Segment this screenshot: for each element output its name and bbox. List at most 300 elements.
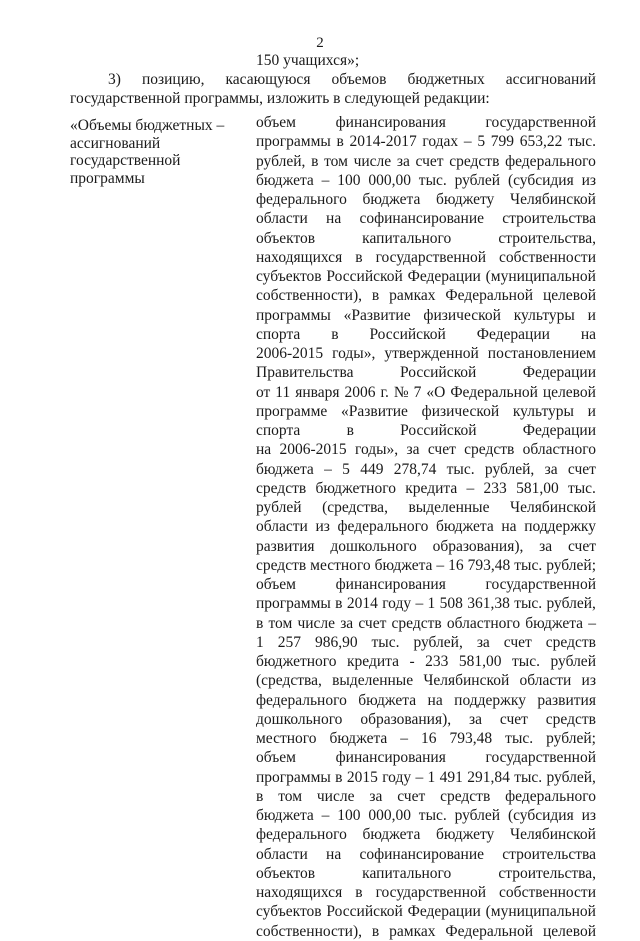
value-word: выделенные [332, 672, 414, 690]
value-word: бюджета [256, 460, 314, 478]
value-word: 7 [413, 383, 422, 401]
value-word: на [256, 441, 272, 459]
value-line [256, 556, 596, 575]
table-label-column [70, 117, 250, 187]
value-word: 278,74 [393, 460, 437, 478]
value-word: из [581, 807, 596, 824]
value-line [256, 633, 596, 652]
value-word: финансирования [335, 576, 446, 593]
value-word: «Развитие [343, 306, 411, 324]
value-word: 793,48 [467, 556, 511, 574]
value-word: Федеральной [445, 287, 534, 305]
value-word: Федерации [476, 325, 550, 343]
value-line [256, 748, 596, 767]
value-word: бюджета [329, 730, 388, 747]
value-word: рублей [256, 499, 302, 516]
value-word: культуры [512, 402, 574, 420]
value-word: находящихся [256, 248, 343, 266]
value-line [256, 383, 596, 402]
value-word: счет [415, 152, 444, 170]
value-word: объектов [256, 864, 316, 882]
value-word: (средства, [322, 499, 388, 516]
value-word: в [371, 922, 380, 940]
value-line [256, 421, 596, 440]
value-word: (средства, [256, 672, 322, 690]
value-word: выделенные [408, 499, 490, 516]
value-word: тыс. [567, 479, 596, 497]
value-word: (муниципальной [485, 903, 596, 921]
value-line [256, 171, 596, 190]
value-word: счет [427, 441, 456, 459]
label-line: ассигнований [70, 134, 161, 152]
value-word: «О [426, 383, 446, 401]
value-word: программе [256, 402, 328, 420]
value-word: Российской [400, 422, 477, 439]
value-word: 361,38 [467, 595, 510, 613]
value-line [256, 113, 596, 132]
value-word: субъектов [256, 268, 322, 285]
value-word: Челябинской [423, 672, 510, 690]
value-word: счет [358, 614, 387, 632]
value-word: рублей, [256, 152, 306, 170]
value-word: 11 [275, 383, 291, 401]
intro-word: объемов [331, 71, 387, 88]
value-word: капитального [362, 229, 452, 247]
value-word: объем [256, 576, 296, 593]
value-word: в [346, 422, 354, 439]
value-word: рублей [550, 653, 596, 670]
value-line [256, 845, 596, 864]
value-word: 1 [256, 633, 264, 651]
value-word: том [324, 152, 348, 170]
value-word: 653,22 [519, 133, 563, 151]
value-word: собственности [499, 248, 596, 266]
value-word: бюджета [362, 191, 421, 208]
value-line [256, 229, 596, 248]
value-word: за [406, 441, 420, 459]
value-word: годы», [332, 345, 376, 362]
value-word: тыс. [371, 633, 400, 651]
value-line [256, 344, 596, 363]
value-word: тыс. [568, 133, 596, 151]
value-word: рублей, [546, 595, 596, 613]
value-word: 16 [448, 556, 464, 574]
value-word: – [466, 479, 475, 497]
value-word: финансирования [335, 749, 446, 767]
value-line [256, 787, 596, 806]
value-word: в [355, 884, 363, 901]
value-line [256, 460, 596, 479]
value-word: тыс. [418, 807, 447, 824]
value-line [256, 806, 596, 825]
value-word: тыс. [512, 653, 540, 670]
value-word: утвержденной [384, 345, 479, 362]
value-word: № [393, 383, 409, 401]
value-word: кредита [405, 479, 458, 497]
value-word: рублей, [546, 768, 596, 786]
value-word: местного [310, 556, 371, 574]
value-word: 449 [360, 460, 384, 478]
value-word: области [519, 672, 572, 690]
value-word: целевой [542, 383, 596, 401]
intro-word: 3) [108, 71, 121, 88]
value-word: тыс. [418, 171, 447, 189]
value-word: строительства, [498, 229, 596, 247]
value-word: на [326, 845, 342, 863]
value-word: бюджетного [256, 653, 337, 670]
value-word: Российской [399, 364, 477, 382]
intro-line-1: 150 учащихся»; [256, 52, 360, 69]
value-word: программы [256, 133, 331, 151]
value-word: федерального [256, 191, 347, 208]
value-word: области [256, 845, 308, 863]
value-word: тыс. [505, 730, 534, 747]
value-word: за [476, 633, 490, 651]
value-line [256, 729, 596, 748]
value-word: средств [464, 441, 515, 459]
value-word: за [539, 537, 553, 555]
value-word: государственной [485, 114, 596, 131]
value-word: в [355, 248, 363, 266]
value-word: строительства [502, 210, 596, 228]
value-word: целевой [542, 287, 596, 305]
value-word: образования), [360, 710, 452, 728]
intro-word: бюджетных [407, 71, 485, 88]
value-word: 000,00 [368, 807, 411, 824]
value-word: государственной [375, 248, 487, 266]
value-word: бюджета [435, 518, 494, 536]
value-word: за [340, 614, 354, 632]
value-word: дошкольного [330, 537, 417, 555]
value-word: числе [353, 152, 392, 170]
value-word: федерального [337, 518, 429, 536]
value-word: 581,00 [516, 479, 559, 497]
value-word: Российской [326, 268, 403, 285]
value-word: в [256, 614, 264, 632]
value-word: в [331, 325, 339, 343]
value-word: 986,90 [314, 633, 358, 651]
value-word: 1 [427, 768, 436, 786]
value-word: числе [316, 787, 355, 805]
value-word: в [335, 595, 343, 613]
value-word: государственной [375, 884, 487, 901]
value-word: постановлением [487, 345, 596, 362]
value-word: рублей; [546, 556, 596, 574]
value-word: счет [567, 537, 596, 555]
value-word: тыс. [514, 595, 543, 613]
value-line [256, 402, 596, 421]
value-line [256, 440, 596, 459]
value-word: федерального [256, 691, 347, 709]
value-word: – [324, 460, 332, 478]
value-word: развития [537, 691, 596, 709]
value-word: софинансирование [359, 210, 485, 228]
value-word: объектов [256, 229, 316, 247]
value-word: рамках [389, 922, 436, 940]
value-line [256, 209, 596, 228]
value-word: находящихся [256, 884, 343, 901]
value-word: Федерации [522, 422, 596, 439]
value-word: Федеральной [445, 922, 534, 940]
value-word: строительства [502, 845, 596, 863]
intro-word: ассигнований [505, 71, 596, 88]
value-line [256, 710, 596, 729]
value-word: областного [522, 441, 596, 459]
value-word: бюджета [525, 614, 584, 632]
value-word: 2014 [346, 595, 378, 613]
value-word: Федеральной [450, 383, 538, 401]
value-word: Правительства [256, 364, 354, 382]
value-word: – [463, 133, 472, 151]
value-word: и [587, 306, 596, 324]
value-word: бюджетного [315, 479, 396, 497]
value-word: средств [440, 787, 491, 805]
value-word: 2006-2015 [279, 441, 347, 459]
value-word: - [409, 653, 415, 670]
value-word: за [469, 710, 483, 728]
value-word: 000,00 [368, 171, 411, 189]
value-word: средств [545, 710, 596, 728]
value-word: федерального [505, 152, 596, 170]
value-word: 799 [490, 133, 514, 151]
value-word: 508 [439, 595, 463, 613]
value-line [256, 652, 596, 671]
value-word: 2006 [344, 383, 376, 401]
value-word: кредита [347, 653, 399, 670]
value-word: Российской [326, 903, 403, 921]
value-word: культуры [513, 306, 575, 324]
value-word: тыс. [514, 768, 543, 786]
value-word: счет [503, 633, 532, 651]
value-word: в [256, 787, 264, 805]
value-word: средств [545, 633, 596, 651]
value-word: 581,00 [458, 653, 502, 670]
intro-line-2 [108, 70, 596, 89]
value-word: том [268, 614, 293, 632]
value-word: (субсидия [507, 171, 574, 189]
value-word: 1 [427, 595, 436, 613]
value-word: местного [256, 730, 317, 747]
value-word: на [501, 518, 517, 536]
value-word: собственности), [256, 287, 362, 305]
intro-line-3: государственной программы, изложить в следующей редакции: [70, 90, 490, 107]
value-line [256, 902, 596, 921]
value-word: годах [422, 133, 459, 151]
value-word: дошкольного [256, 710, 343, 728]
value-word: бюджета [374, 556, 433, 574]
intro-word: позицию, [141, 71, 205, 88]
value-word: рамках [389, 287, 436, 305]
value-line [256, 825, 596, 844]
value-word: тыс. [446, 460, 475, 478]
value-word: в [371, 287, 380, 305]
value-word: собственности [499, 884, 596, 901]
value-word: физической [421, 402, 500, 420]
value-word: бюджету [436, 826, 495, 844]
value-line [256, 671, 596, 690]
label-line: программы [70, 169, 145, 187]
value-line [256, 768, 596, 787]
value-word: средств [449, 152, 500, 170]
value-word: на [427, 691, 443, 709]
value-line [256, 922, 596, 941]
value-word: рублей [454, 171, 501, 189]
value-word: поддержку [454, 691, 526, 709]
value-word: федерального [256, 826, 347, 844]
value-word: на [326, 210, 342, 228]
value-word: за [396, 152, 410, 170]
value-word: развития [256, 537, 315, 555]
value-word: 100 [337, 171, 361, 189]
value-word: 2014-2017 [349, 133, 417, 151]
value-word: из [315, 518, 330, 536]
value-line [256, 190, 596, 209]
value-line [256, 267, 596, 286]
value-word: от [256, 383, 271, 401]
value-line [256, 325, 596, 344]
value-word: за [544, 460, 558, 478]
value-word: поддержку [524, 518, 596, 536]
value-word: бюджету [436, 191, 495, 208]
value-word: тыс. [514, 556, 543, 574]
value-word: бюджета [256, 171, 314, 189]
value-word: января [295, 383, 340, 401]
value-word: бюджета [362, 826, 421, 844]
value-word: 793,48 [449, 730, 493, 747]
value-word: счет [397, 787, 426, 805]
value-line [256, 864, 596, 883]
value-word: – [415, 768, 424, 786]
value-word: Федерации [407, 903, 481, 921]
value-word: спорта [256, 422, 301, 439]
value-word: средств [256, 479, 307, 497]
value-word: области [256, 518, 308, 536]
value-word: программы [256, 306, 331, 324]
value-line [256, 479, 596, 498]
value-line [256, 517, 596, 536]
value-word: государственной [485, 576, 596, 593]
value-word: программы [256, 595, 331, 613]
value-line [256, 248, 596, 267]
value-word: – [400, 730, 409, 747]
value-line [256, 575, 596, 594]
value-word: числе [297, 614, 336, 632]
value-word: средств [391, 614, 442, 632]
value-word: Челябинской [510, 826, 596, 844]
value-line [256, 537, 596, 556]
value-word: объем [256, 114, 296, 131]
value-line [256, 883, 596, 902]
value-word: рублей; [546, 730, 596, 747]
value-word: году [382, 595, 412, 613]
value-word: 491 [439, 768, 463, 786]
value-word: (муниципальной [485, 268, 596, 285]
value-line [256, 594, 596, 613]
value-word: Российской [369, 325, 446, 343]
value-word: 5 [342, 460, 350, 478]
table-value-column [256, 113, 596, 941]
value-word: – [321, 807, 330, 824]
value-word: г. [380, 383, 389, 401]
value-word: финансирования [335, 114, 446, 131]
value-word: 2006-2015 [256, 345, 324, 362]
value-word: Федерации [522, 364, 596, 382]
value-word: средств [256, 556, 307, 574]
value-word: «Развитие [341, 402, 408, 420]
value-word: субъектов [256, 903, 322, 921]
value-word: и [587, 402, 596, 420]
value-line [256, 363, 596, 382]
value-word: Челябинской [510, 499, 596, 516]
value-word: бюджета [256, 807, 314, 824]
value-word: бюджета [358, 691, 417, 709]
value-line [256, 286, 596, 305]
label-line: «Объемы бюджетных – [70, 117, 225, 134]
value-word: 291,84 [467, 768, 510, 786]
value-word: рублей, [413, 633, 463, 651]
label-line: государственной [70, 152, 181, 169]
value-word: 233 [425, 653, 449, 670]
value-word: физической [423, 306, 501, 324]
value-word: 233 [483, 479, 507, 497]
value-word: федерального [505, 787, 596, 805]
value-word: целевой [542, 922, 596, 940]
value-word: том [278, 787, 303, 805]
value-word: счет [499, 710, 528, 728]
value-word: на [580, 325, 596, 343]
value-line [256, 691, 596, 710]
value-word: рублей, [484, 460, 535, 478]
value-word: за [369, 787, 383, 805]
value-word: – [415, 595, 424, 613]
value-line [256, 152, 596, 171]
value-word: государственной [485, 749, 596, 767]
value-word: из [581, 672, 596, 690]
value-word: 100 [337, 807, 361, 824]
value-word: спорта [256, 325, 301, 343]
value-word: образования), [432, 537, 524, 555]
value-word: области [256, 210, 308, 228]
value-word: – [436, 556, 445, 574]
value-word: – [321, 171, 330, 189]
value-word: объем [256, 749, 296, 767]
value-word: 257 [277, 633, 301, 651]
value-word: году [382, 768, 412, 786]
value-word: рублей [454, 807, 501, 824]
value-word: областного [446, 614, 521, 632]
value-line [256, 498, 596, 517]
value-word: Федерации [407, 268, 481, 285]
value-word: капитального [362, 864, 452, 882]
value-word: Челябинской [510, 191, 596, 208]
page-number: 2 [316, 35, 324, 51]
value-word: счет [567, 460, 596, 478]
value-word: программы [256, 768, 331, 786]
value-word: в [336, 133, 344, 151]
value-word: 16 [421, 730, 437, 747]
value-word: годы», [354, 441, 399, 459]
value-word: (субсидия [507, 807, 574, 824]
value-word: 2015 [346, 768, 378, 786]
value-word: из [581, 171, 596, 189]
value-word: – [588, 614, 596, 632]
value-word: собственности), [256, 922, 362, 940]
value-line [256, 614, 596, 633]
value-word: 5 [477, 133, 486, 151]
value-word: строительства, [498, 864, 596, 882]
value-word: софинансирование [359, 845, 485, 863]
value-word: в [311, 152, 319, 170]
